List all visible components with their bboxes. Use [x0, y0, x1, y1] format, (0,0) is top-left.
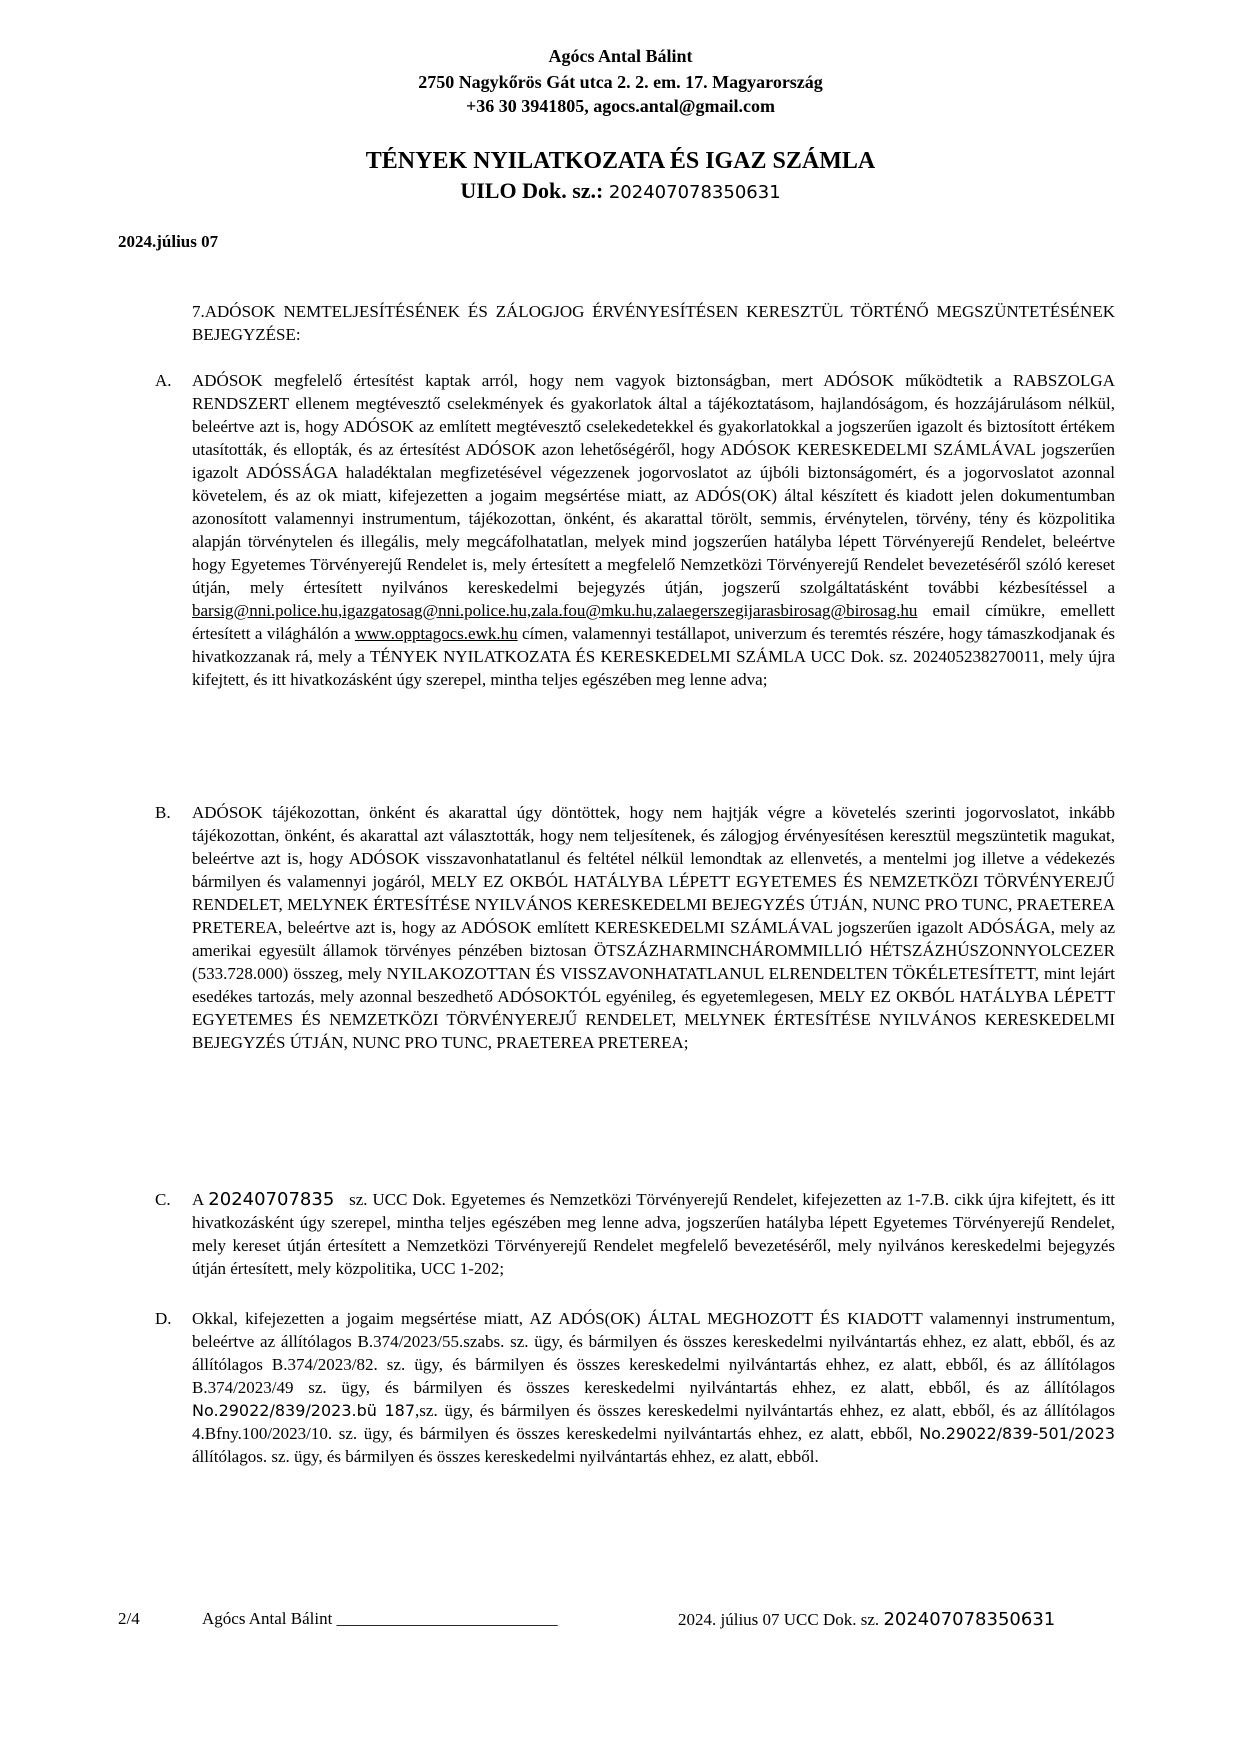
page-number: 2/4 — [118, 1609, 140, 1628]
email-links[interactable]: barsig@nni.police.hu,igazgatosag@nni.police.hu,zala.fou@mku.hu,zalaegerszegijarasbirosag@birosag.hu — [192, 601, 918, 620]
list-item-a — [155, 369, 1115, 691]
document-number: 202407078350631 — [608, 182, 781, 203]
item-letter: A. — [155, 371, 172, 390]
item-letter: B. — [155, 803, 171, 822]
item-a-text-3: címen, valamennyi testállapot, univerzum és teremtés részére, hogy támaszkodjanak és hivatkozzanak rá, mely a TÉNYEK NYILATKOZATA ÉS KERESKEDELMI SZÁMLA UCC Dok. sz. 202405238270011, mely újra kifejtett, és itt hivatkozásként úgy szerepel, mintha teljes egészében meg lenne adva; — [192, 624, 1116, 689]
ucc-number: 20240707835 — [208, 1189, 335, 1210]
item-text — [192, 1307, 1115, 1468]
footer-doc-ref — [678, 1609, 1055, 1630]
document-date: 2024.július 07 — [118, 232, 219, 251]
item-d-text-1: Okkal, kifejezetten a jogaim megsértése miatt, AZ ADÓS(OK) ÁLTAL MEGHOZOTT ÉS KIADOTT valamennyi instrumentum, beleértve az állítólagos B.374/2023/55.szabs. sz. ügy, és bármilyen és összes kereskedelmi nyilvántartás ehhez, ez alatt, ebből, és az állítólagos B.374/2023/82. sz. ügy, és bármilyen és összes kereskedelmi nyilvántartás ehhez, ez alatt, ebből, és az állítólagos B.374/2023/49 sz. ügy, és bármilyen és összes kereskedelmi nyilvántartás ehhez, ez alatt, ebből, és az állítólagos — [192, 1309, 1115, 1397]
list-item-b — [155, 801, 1115, 1054]
case-number-1: No.29022/839/2023.bü 187 — [192, 1401, 416, 1420]
author-name: Agócs Antal Bálint — [548, 46, 693, 66]
author-contact: +36 30 3941805, agocs.antal@gmail.com — [466, 96, 775, 116]
signature-line: Agócs Antal Bálint __________________________ — [202, 1609, 558, 1628]
section-heading: 7.ADÓSOK NEMTELJESÍTÉSÉNEK ÉS ZÁLOGJOG ÉRVÉNYESÍTÉSEN KERESZTÜL TÖRTÉNŐ MEGSZÜNTETÉSÉNEK BEJEGYZÉSE: — [192, 302, 1115, 344]
item-letter: D. — [155, 1309, 172, 1328]
footer-date: 2024. július 07 UCC Dok. sz. — [678, 1610, 880, 1629]
item-c-text: sz. UCC Dok. Egyetemes és Nemzetközi Törvényerejű Rendelet, kifejezetten az 1-7.B. cikk újra kifejtett, és itt hivatkozásként úgy szerepel, mintha teljes egészében meg lenne adva, jogszerűen hatályba lépett Egyetemes Törvényerejű Rendelet, mely kereset útján értesített a Nemzetközi Törvényerejű Rendelet megfelelő bevezetéséről, mely nyilvános kereskedelmi bejegyzés útján értesített, mely közpolitika, UCC 1-202; — [192, 1190, 1116, 1278]
item-letter: C. — [155, 1190, 171, 1209]
item-text — [192, 369, 1115, 691]
item-text — [192, 1188, 1115, 1280]
document-number-prefix: UILO Dok. sz.: — [460, 178, 604, 203]
list-item-d — [155, 1307, 1115, 1468]
website-link[interactable]: www.opptagocs.ewk.hu — [354, 624, 518, 643]
document-number-line — [0, 178, 1241, 204]
footer-doc-number: 202407078350631 — [883, 1609, 1056, 1630]
item-text: ADÓSOK tájékozottan, önként és akarattal úgy döntöttek, hogy nem hajtják végre a követelés szerinti jogorvoslatot, inkább tájékozottan, önként, és akarattal azt választották, hogy nem teljesítenek, és zálogjog érvényesítésen keresztül megszüntetik magukat, beleértve azt is, hogy ADÓSOK visszavonhatatlanul és feltétel nélkül lemondtak az ellenvetés, a mentelmi jog illetve a védekezés bármilyen és valamennyi jogáról, MELY EZ OKBÓL HATÁLYBA LÉPETT EGYETEMES ÉS NEMZETKÖZI TÖRVÉNYEREJŰ RENDELET, MELYNEK ÉRTESÍTÉSE NYILVÁNOS KERESKEDELMI BEJEGYZÉS ÚTJÁN, NUNC PRO TUNC, PRAETEREA PRETEREA, beleértve azt is, hogy az ADÓSOK említett KERESKEDELMI SZÁMLÁVAL jogszerűen igazolt ADÓSÁGA, mely az amerikai egyesült államok törvényes pénzében biztosan ÖTSZÁZHARMINCHÁROMMILLIÓ HÉTSZÁZHÚSZONNYOLCEZER (533.728.000) összeg, mely NYILAKOZOTTAN ÉS VISSZAVONHATATLANUL ELRENDELTEN TÖKÉLETESÍTETT, mint lejárt esedékes tartozás, mely azonnal beszedhető ADÓSOKTÓL egyénileg, és egyetemlegesen, MELY EZ OKBÓL HATÁLYBA LÉPETT EGYETEMES ÉS NEMZETKÖZI TÖRVÉNYEREJŰ RENDELET, MELYNEK ÉRTESÍTÉSE NYILVÁNOS KERESKEDELMI BEJEGYZÉS ÚTJÁN, NUNC PRO TUNC, PRAETEREA PRETEREA; — [192, 803, 1115, 1052]
author-address: 2750 Nagykőrös Gát utca 2. 2. em. 17. Magyarország — [418, 72, 823, 92]
case-number-2: No.29022/839-501/2023 — [919, 1424, 1115, 1443]
list-item-c — [155, 1188, 1115, 1280]
document-title: TÉNYEK NYILATKOZATA ÉS IGAZ SZÁMLA — [365, 148, 876, 174]
item-d-text-3: állítólagos. sz. ügy, és bármilyen és összes kereskedelmi nyilvántartás ehhez, ez alatt, ebből. — [192, 1447, 819, 1466]
item-a-text-2: email címükre, emellett értesített a világhálón a — [192, 601, 1115, 643]
item-a-text-1: ADÓSOK megfelelő értesítést kaptak arról, hogy nem vagyok biztonságban, mert ADÓSOK működtetik a RABSZOLGA RENDSZERT ellenem megtévesztő cselekmények és gyakorlatok által a tájékoztatásom, hajlandóságom, és hozzájárulásom nélkül, beleértve azt is, hogy ADÓSOK az említett megtévesztő cselekedetekkel és gyakorlatokkal a jogszerűen igazolt és biztosított értékem utasították, és ellopták, és az értesítést ADÓSOK azon lehetőségéről, hogy ADÓSOK KERESKEDELMI SZÁMLÁVAL jogszerűen igazolt ADÓSSÁGA haladéktalan megfizetésével végezzenek jogorvoslatot az újbóli biztonságomért, és a jogorvoslatot azonnal követelem, és az ok miatt, kifejezetten a jogaim megsértése miatt, az ADÓS(OK) által készített és kiadott jelen dokumentumban azonosított valamennyi instrumentum, tájékozottan, önként, és akarattal törölt, semmis, érvénytelen, törvény, tény és közpolitika alapján törvénytelen és illegális, mely megcáfolhatatlan, melyek mind jogszerűen hatályba lépett Törvényerejű Rendelet, beleértve hogy Egyetemes Törvényerejű Rendelet is, mely értesített a megfelelő Nemzetközi Törvényerejű Rendelet bevezetéséről szóló kereset útján, mely értesített nyilvános kereskedelmi bejegyzés útján, jogszerű szolgáltatásként további kézbesítéssel a — [192, 371, 1115, 597]
item-c-prefix: A — [192, 1190, 204, 1209]
item-d-text-2: ,sz. ügy, és bármilyen és összes kereskedelmi nyilvántartás ehhez, ez alatt, ebből, és az állítólagos 4.Bfny.100/2023/10. sz. ügy, és bármilyen és összes kereskedelmi nyilvántartás ehhez, ez alatt, ebből, — [192, 1401, 1115, 1443]
